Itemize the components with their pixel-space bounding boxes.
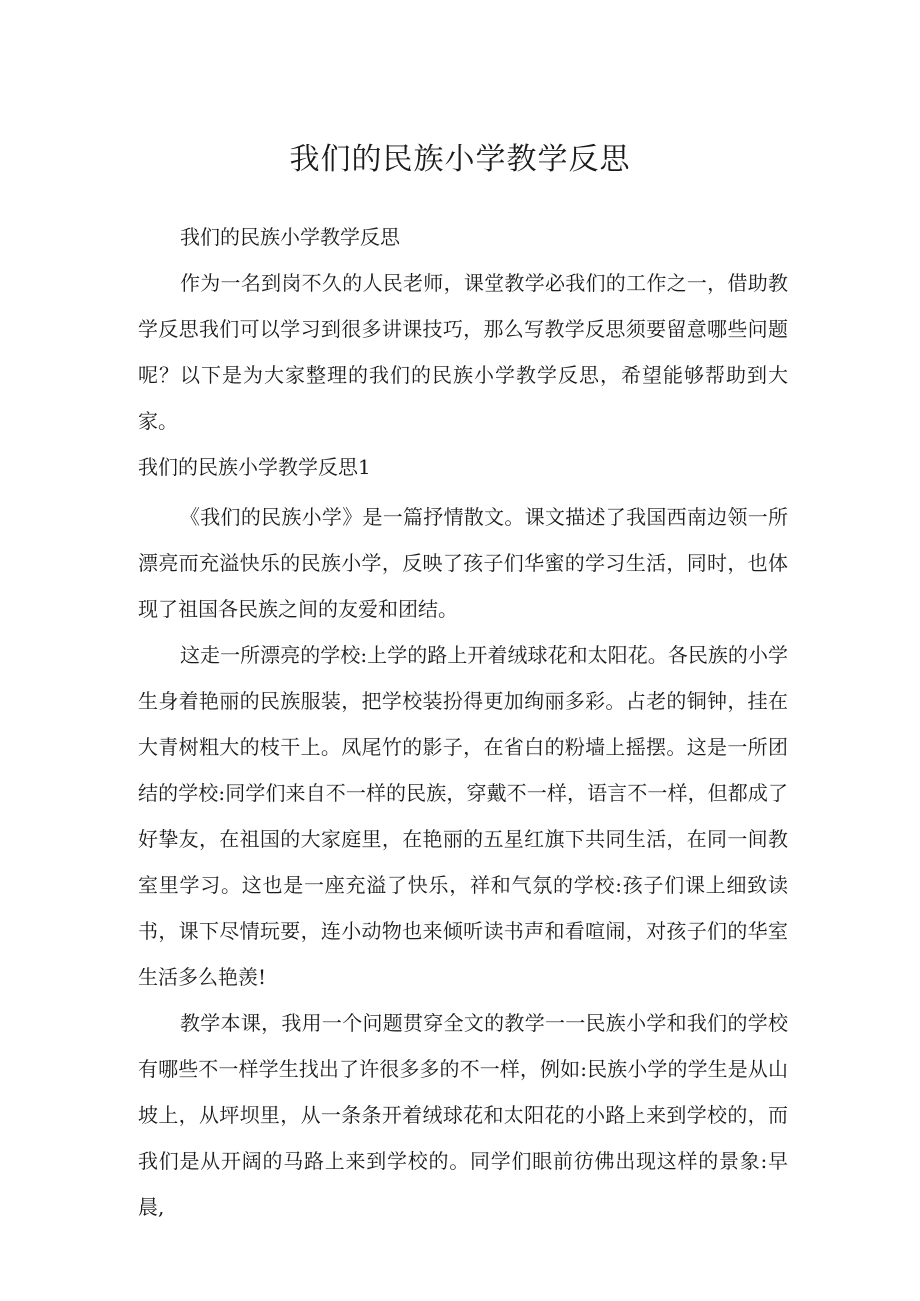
document-body <box>138 214 788 1230</box>
subtitle-paragraph: 我们的民族小学教学反思 <box>180 225 400 249</box>
intro-paragraph: 作为一名到岗不久的人民老师，课堂教学必我们的工作之一，借助教学反思我们可以学习到很多讲课技巧，那么写教学反思须要留意哪些问题呢？以下是为大家整理的我们的民族小学教学反思，希望能够帮助到大家。 <box>138 271 788 433</box>
body-paragraph: 《我们的民族小学》是一篇抒情散文。课文描述了我国西南边领一所漂亮而充溢快乐的民族小学，反映了孩子们华蜜的学习生活，同时，也体现了祖国各民族之间的友爱和团结。 <box>138 505 788 621</box>
body-paragraph: 这走一所漂亮的学校:上学的路上开着绒球花和太阳花。各民族的小学生身着艳丽的民族服装，把学校装扮得更加绚丽多彩。占老的铜钟，挂在大青树粗大的枝干上。凤尾竹的影子，在省白的粉墙上摇摆。这是一所团结的学校:同学们来自不一样的民族，穿戴不一样，语言不一样，但都成了好挚友，在祖国的大家庭里，在艳丽的五星红旗下共同生活，在同一间教室里学习。这也是一座充溢了快乐，祥和气氛的学校:孩子们课上细致读书，课下尽情玩要，连小动物也来倾听读书声和看喧闹，对孩子们的华室生活多么艳羡! <box>138 643 788 989</box>
body-paragraph: 教学本课，我用一个问题贯穿全文的教学一一民族小学和我们的学校有哪些不一样学生找出了许很多多的不一样，例如:民族小学的学生是从山坡上，从坪坝里，从一条条开着绒球花和太阳花的小路上来到学校的，而我们是从开阔的马路上来到学校的。同学们眼前彷佛出现这样的景象:早晨, <box>138 1011 788 1219</box>
document-title: 我们的民族小学教学反思 <box>289 142 631 177</box>
section-heading: 我们的民族小学教学反思1 <box>138 455 371 479</box>
